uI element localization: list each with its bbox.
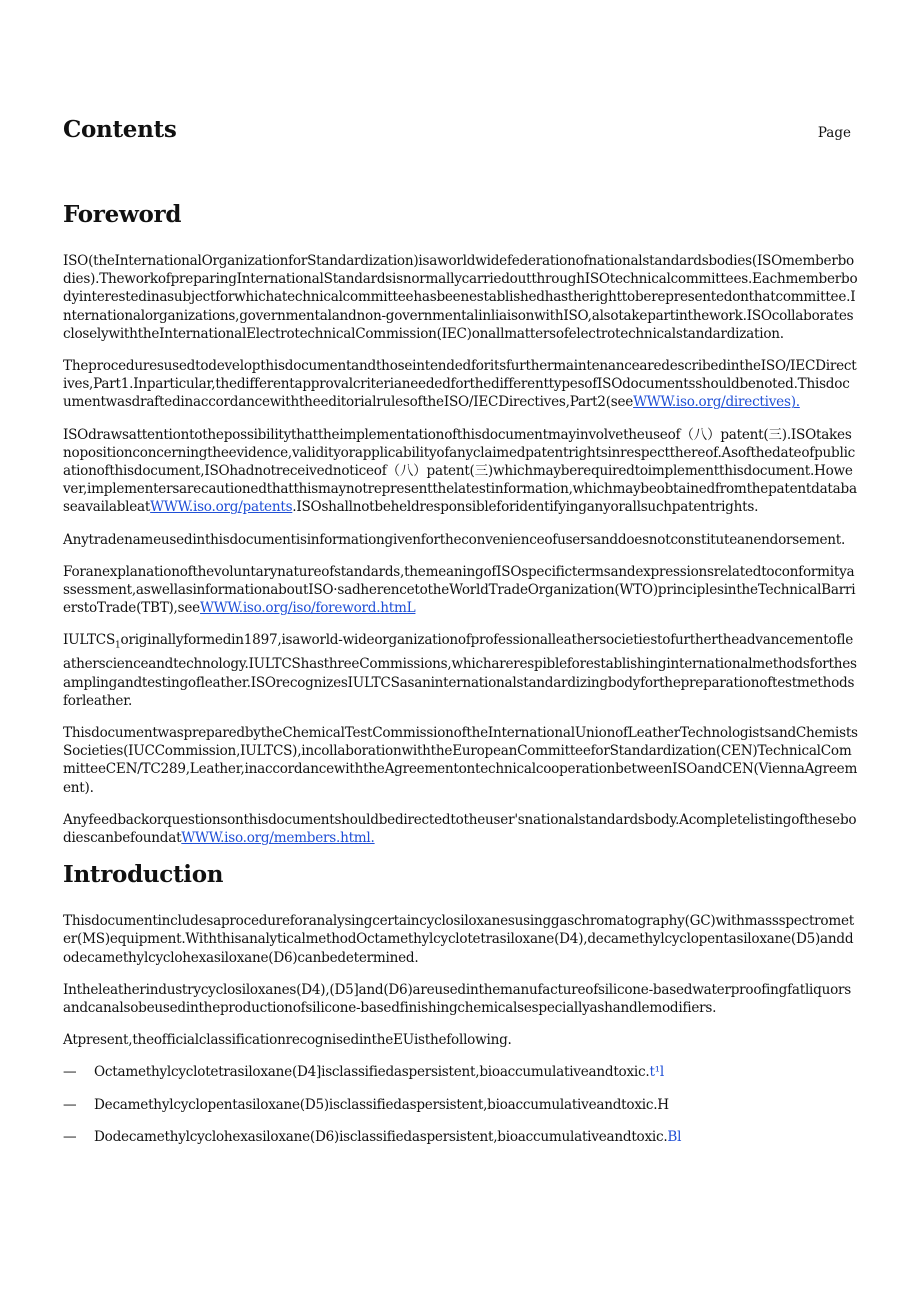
dash-bullet: —	[63, 1128, 77, 1145]
list-item	[63, 1128, 858, 1146]
reference-link[interactable]: Bl	[667, 1128, 682, 1145]
paragraph-text: Anyfeedbackorquestionsonthisdocumentshouldbedirectedtotheuser'snationalstandardsbody.Acompletelistingofthesebodiescanbefoundat	[63, 811, 857, 846]
reference-link[interactable]: t¹l	[649, 1064, 664, 1081]
dash-bullet: —	[63, 1064, 77, 1081]
paragraph-text: .ISOshallnotbeheldresponsibleforidentifyinganyorallsuchpatentrights.	[292, 499, 759, 516]
members-link[interactable]: WWW.iso.org/members.html.	[181, 830, 375, 846]
list-item-body: Decamethylcyclopentasiloxane(D5)isclassifiedaspersistent,bioaccumulativeandtoxic.H	[94, 1096, 669, 1113]
foreword-paragraph-8	[63, 811, 858, 847]
foreword-paragraph-2	[63, 357, 858, 412]
paragraph-text: TheproceduresusedtodevelopthisdocumentandthoseintendedforitsfurthermaintenancearedescribedintheISO/IECDirectives,Part1.Inparticular,thedifferentapprovalcriterianeededforthedifferenttypesofISOdocumentsshouldbenoted.ThisdocumentwasdraftedinaccordancewiththeeditorialrulesoftheISO/IECDirectives,Part2(see	[63, 358, 857, 411]
foreword-title: Foreword	[63, 201, 182, 228]
directives-link[interactable]: WWW.iso.org/directives).	[633, 394, 800, 411]
footnote-marker: 1	[115, 641, 121, 652]
paragraph-text: IULTCS	[63, 632, 116, 649]
foreword-paragraph-5	[63, 563, 858, 618]
list-item-text	[94, 1063, 664, 1081]
list-item-body: Octamethylcyclotetrasiloxane(D4]isclassifiedaspersistent,bioaccumulativeandtoxic.	[94, 1064, 650, 1081]
patents-link[interactable]: WWW.iso.org/patents	[150, 499, 293, 516]
list-item-text	[94, 1096, 669, 1114]
contents-title: Contents	[63, 116, 177, 143]
paragraph-text: ISOdrawsattentiontothepossibilitythattheimplementationofthisdocumentmayinvolvetheuseof（八）patent(三).ISOtakesnopositionconcerningtheevidence,validityorapplicabilityofanyclaimedpatentrightsinrespectthereof.Asofthedateofpublicationofthisdocument,ISOhadnotreceivednoticeof（八）patent(三)whichmayberequiredtoimplementthisdocument.However,implementersarecautionedthatthismaynotrepresentthelatestinformation,whichmaybeobtainedfromthepatentdatabaseavailableat	[63, 426, 857, 516]
foreword-paragraph-1: ISO(theInternationalOrganizationforStandardization)isaworldwidefederationofnationalstandardsbodies(ISOmemberbodies).TheworkofpreparingInternationalStandardsisnormallycarriedoutthroughISOtechnicalcommittees.Eachmemberbodyinterestedinasubjectforwhichatechnicalcommitteehasbeenestablishedhastherighttoberepresentedonthatcommittee.Internationalorganizations,governmentalandnon-governmentalinliaisonwithISO,alsotakepartinthework.ISOcollaboratescloselywiththeInternationalElectrotechnicalCommission(IEC)onallmattersofelectrotechnicalstandardization.	[63, 253, 858, 342]
list-item-body: Dodecamethylcyclohexasiloxane(D6)isclassifiedaspersistent,bioaccumulativeandtoxic.	[94, 1128, 668, 1145]
introduction-paragraph-2: Intheleatherindustrycyclosiloxanes(D4),(D5]and(D6)areusedinthemanufactureofsilicone-basedwaterproofingfatliquorsandcanalsobeusedintheproductionofsilicone-basedfinishingchemicalsespeciallyashandlemodifiers.	[63, 981, 852, 1017]
foreword-paragraph-3	[63, 426, 858, 517]
contents-header	[63, 116, 858, 143]
introduction-paragraph-3: Atpresent,theofficialclassificationrecognisedintheEUisthefollowing.	[63, 1032, 512, 1049]
foreword-paragraph-6	[63, 631, 858, 710]
list-item	[63, 1063, 858, 1081]
list-item-text	[94, 1128, 681, 1146]
introduction-paragraph-1: Thisdocumentincludesaprocedureforanalysingcertaincyclosiloxanesusinggaschromatography(GC)withmassspectrometer(MS)equipment.WiththisanalyticalmethodOctamethylcyclotetrasiloxane(D4),decamethylcyclopentasiloxane(D5)anddodecamethylcyclohexasiloxane(D6)canbedetermined.	[63, 913, 854, 966]
introduction-title: Introduction	[63, 861, 224, 889]
paragraph-text: Foranexplanationofthevoluntarynatureofstandards,themeaningofISOspecifictermsandexpressionsrelatedtoconformityassessment,aswellasinformationaboutISO·sadherencetotheWorldTradeOrganization(WTO)principlesintheTechnicalBarrierstoTrade(TBT),see	[63, 563, 856, 617]
foreword-link[interactable]: WWW.iso.org/iso/foreword.htmL	[199, 600, 416, 617]
list-item	[63, 1096, 858, 1114]
foreword-paragraph-7: ThisdocumentwaspreparedbytheChemicalTestCommissionoftheInternationalUnionofLeatherTechnologistsandChemistsSocieties(IUCCommission,IULTCS),incollaborationwiththeEuropeanCommitteeforStandardization(CEN)TechnicalCommitteeCEN/TC289,Leather,inaccordancewiththeAgreementontechnicalcooperationbetweenISOandCEN(ViennaAgreement).	[63, 724, 858, 796]
document-page	[63, 112, 858, 1160]
paragraph-text: originallyformedin1897,isaworld-wideorganizationofprofessionalleathersocietiestofurthertheadvancementofleatherscienceandtechnology.IULTCShasthreeCommissions,whicharerespibleforestablishinginternationalmethodsforthesamplingandtestingofleather.ISOrecognizesIULTCSasaninternationalstandardizingbodyforthepreparationoftestmethodsforleather.	[63, 632, 857, 709]
dash-bullet: —	[63, 1096, 77, 1113]
page-column-label: Page	[817, 125, 851, 141]
foreword-paragraph-4: Anytradenameusedinthisdocumentisinformationgivenfortheconvenienceofusersanddoesnotconstituteanendorsement.	[63, 531, 846, 548]
